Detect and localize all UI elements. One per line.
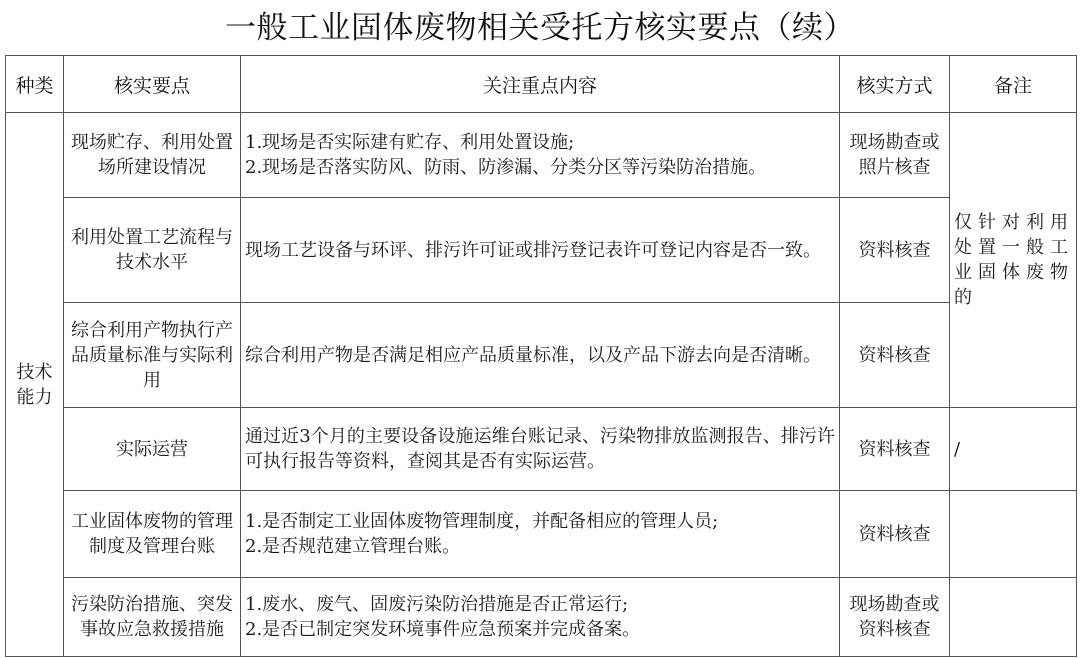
content-line: 2.现场是否落实防风、防雨、防渗漏、分类分区等污染防治措施。 — [245, 157, 767, 178]
table-row — [6, 408, 1077, 491]
note-cell — [950, 491, 1077, 578]
content-cell — [241, 198, 840, 303]
note-cell: / — [950, 408, 1077, 491]
content-line: 现场工艺设备与环评、排污许可证或排污登记表许可登记内容是否一致。 — [245, 239, 821, 261]
content-line: 1.废水、废气、固废污染防治措施是否正常运行; — [245, 594, 629, 615]
point-cell: 综合利用产物执行产品质量标准与实际利用 — [64, 303, 241, 408]
header-row — [6, 56, 1077, 113]
table-row — [6, 578, 1077, 657]
method-cell: 资料核查 — [840, 491, 950, 578]
content-cell — [241, 113, 840, 198]
header-content: 关注重点内容 — [241, 56, 840, 113]
point-cell: 工业固体废物的管理制度及管理台账 — [64, 491, 241, 578]
verification-table — [5, 55, 1077, 657]
note-cell: 仅针对利用处置一般工业固体废物的 — [950, 113, 1077, 408]
content-cell — [241, 303, 840, 408]
content-line: 1.是否制定工业固体废物管理制度，并配备相应的管理人员; — [245, 511, 719, 532]
method-cell: 现场勘查或资料核查 — [840, 578, 950, 657]
method-cell: 资料核查 — [840, 303, 950, 408]
method-cell: 资料核查 — [840, 198, 950, 303]
category-cell: 技术能力 — [6, 113, 64, 657]
content-line: 2.是否已制定突发环境事件应急预案并完成备案。 — [245, 619, 641, 640]
table-row — [6, 113, 1077, 198]
point-cell: 实际运营 — [64, 408, 241, 491]
header-note: 备注 — [950, 56, 1077, 113]
point-cell: 现场贮存、利用处置场所建设情况 — [64, 113, 241, 198]
content-line: 1.现场是否实际建有贮存、利用处置设施; — [245, 132, 575, 153]
header-point: 核实要点 — [64, 56, 241, 113]
content-cell — [241, 408, 840, 491]
point-cell: 污染防治措施、突发事故应急救援措施 — [64, 578, 241, 657]
header-method: 核实方式 — [840, 56, 950, 113]
method-cell: 现场勘查或照片核查 — [840, 113, 950, 198]
point-cell: 利用处置工艺流程与技术水平 — [64, 198, 241, 303]
content-cell — [241, 491, 840, 578]
header-category: 种类 — [6, 56, 64, 113]
method-cell: 资料核查 — [840, 408, 950, 491]
table-row — [6, 491, 1077, 578]
table-row — [6, 198, 1077, 303]
content-line: 通过近3个月的主要设备设施运维台账记录、污染物排放监测报告、排污许可执行报告等资料，查阅其是否有实际运营。 — [245, 426, 835, 472]
content-cell — [241, 578, 840, 657]
table-row — [6, 303, 1077, 408]
page-title: 一般工业固体废物相关受托方核实要点（续） — [225, 10, 855, 46]
content-line: 综合利用产物是否满足相应产品质量标准，以及产品下游去向是否清晰。 — [245, 344, 821, 366]
content-line: 2.是否规范建立管理台账。 — [245, 536, 461, 557]
note-cell — [950, 578, 1077, 657]
